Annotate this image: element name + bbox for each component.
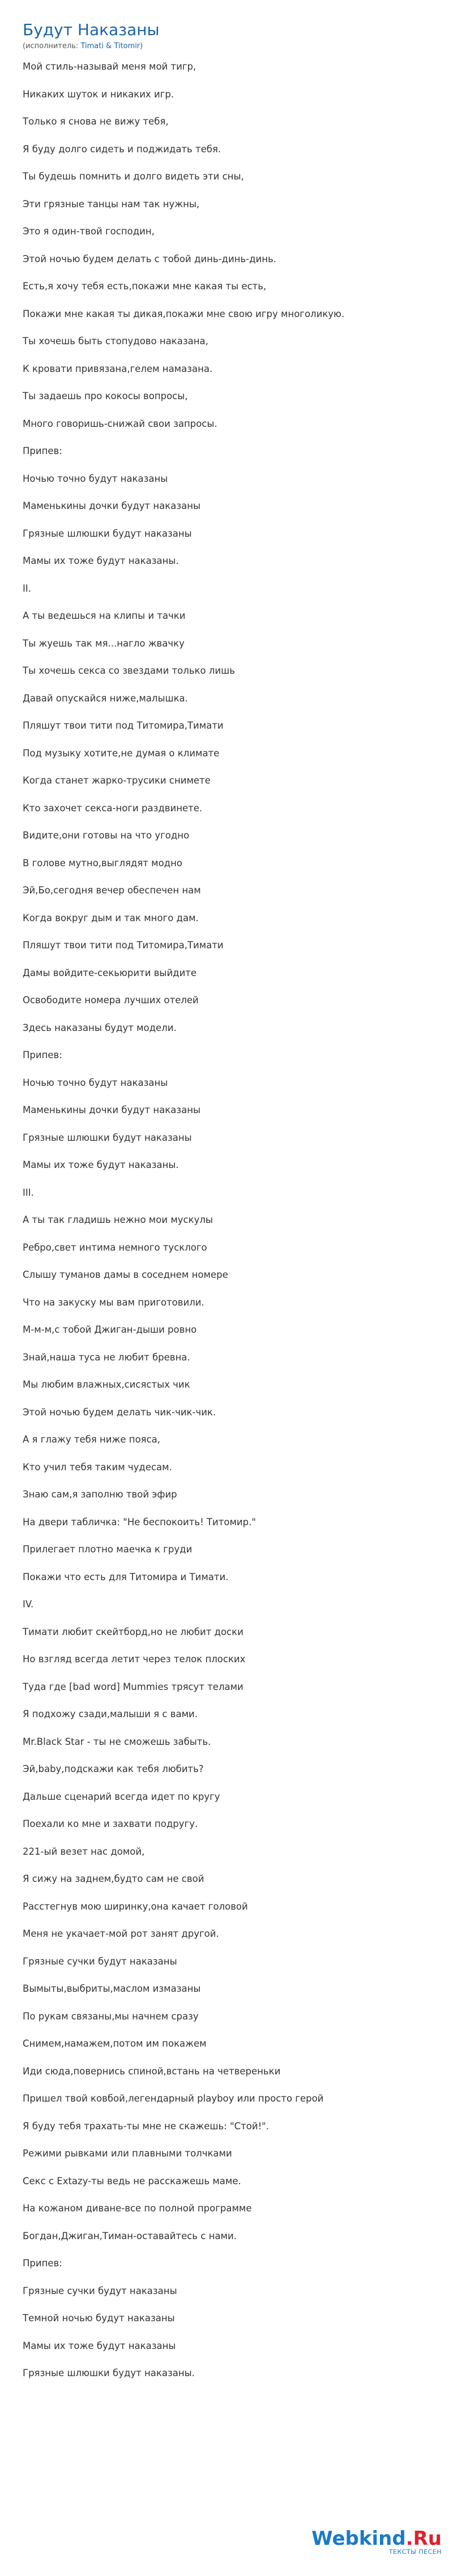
lyric-line: Ты задаешь про кокосы вопросы, <box>23 391 188 401</box>
lyric-line: На двери табличка: "Не беспокоить! Титомир." <box>23 1516 256 1527</box>
lyric-line: Вымыты,выбриты,маслом измазаны <box>23 1983 201 1994</box>
lyric-line: Пляшут твои тити под Титомира,Тимати <box>23 720 224 731</box>
lyric-line: Ночью точно будут наказаны <box>23 1077 168 1088</box>
lyric-line: Дальше сценарий всегда идет по кругу <box>23 1791 220 1802</box>
lyric-line: Ты хочешь быть стопудово наказана, <box>23 336 208 346</box>
lyric-line: Пляшут твои тити под Титомира,Тимати <box>23 940 224 951</box>
lyric-line: Грязные сучки будут наказаны <box>23 2285 177 2296</box>
lyric-line: Покажи что есть для Титомира и Тимати. <box>23 1571 229 1582</box>
lyric-line: Когда станет жарко-трусики снимете <box>23 775 211 786</box>
artist-prefix: (исполнитель: <box>23 42 81 50</box>
lyric-line: Иди сюда,повернись спиной,встань на четвереньки <box>23 2065 281 2077</box>
lyric-line: Знаю сам,я заполню твой эфир <box>23 1489 177 1500</box>
logo-part-web: Web <box>311 2527 359 2550</box>
lyric-line: Поехали ко мне и захвати подругу. <box>23 1818 198 1829</box>
lyric-line: Богдан,Джиган,Тиман-оставайтесь с нами. <box>23 2230 237 2241</box>
lyric-line: Знай,наша туса не любит бревна. <box>23 1351 190 1363</box>
lyric-line: Припев: <box>23 446 62 456</box>
lyric-line: Под музыку хотите,не думая о климате <box>23 747 220 759</box>
webkind-logo[interactable] <box>311 2528 442 2556</box>
lyric-line: Мамы их тоже будут наказаны. <box>23 1159 179 1170</box>
lyric-line: Кто учил тебя таким чудесам. <box>23 1461 172 1473</box>
lyric-line: Припев: <box>23 1050 62 1060</box>
lyric-line: Тимати любит скейтборд,но не любит доски <box>23 1626 243 1637</box>
lyric-line: Эй,baby,подскажи как тебя любить? <box>23 1764 204 1774</box>
lyric-line: Есть,я хочу тебя есть,покажи мне какая ты есть, <box>23 281 267 292</box>
lyric-line: 221-ый везет нас домой, <box>23 1846 145 1857</box>
lyric-line: Припев: <box>23 2258 62 2269</box>
lyric-line: К кровати привязана,гелем намазана. <box>23 363 213 374</box>
lyric-line: Ты хочешь секса со звездами только лишь <box>23 665 235 676</box>
lyric-line: Маменькины дочки будут наказаны <box>23 1105 201 1115</box>
lyric-line: Этой ночью будем делать чик-чик-чик. <box>23 1406 216 1418</box>
lyric-line: Снимем,намажем,потом им покажем <box>23 2038 207 2049</box>
lyric-line: Давай опускайся ниже,малышка. <box>23 692 188 704</box>
lyric-line: Я буду тебя трахать-ты мне не скажешь: "Стой!". <box>23 2120 270 2132</box>
logo-part-ru: .Ru <box>405 2527 442 2550</box>
lyric-line: А я глажу тебя ниже пояса, <box>23 1434 161 1445</box>
lyric-line: Когда вокруг дым и так много дам. <box>23 912 199 923</box>
lyric-line: Освободите номера лучших отелей <box>23 995 199 1005</box>
lyric-line: Видите,они готовы на что угодно <box>23 830 190 841</box>
lyric-line: Ребро,свет интима немного тусклого <box>23 1242 207 1253</box>
artist-link[interactable]: Timati & Titomir <box>80 42 140 50</box>
lyric-line: Режими рывками или плавными толчками <box>23 2148 232 2159</box>
lyric-line: Эй,Бо,сегодня вечер обеспечен нам <box>23 885 201 896</box>
lyric-line: А ты так гладишь нежно мои мускулы <box>23 1214 213 1225</box>
artist-suffix: ) <box>140 42 143 50</box>
lyric-line: Здесь наказаны будут модели. <box>23 1022 177 1033</box>
lyric-line: Ты будешь помнить и долго видеть эти сны, <box>23 171 244 182</box>
lyric-line: Расстегнув мою ширинку,она качает головой <box>23 1901 248 1912</box>
lyric-line: Покажи мне какая ты дикая,покажи мне свою игру многоликую. <box>23 308 345 319</box>
lyric-line: На кожаном диване-все по полной программе <box>23 2203 252 2214</box>
lyric-line: Слышу туманов дамы в соседнем номере <box>23 1269 228 1280</box>
lyric-line: Мой стиль-называй меня мой тигр, <box>23 61 196 72</box>
lyric-line: Кто захочет секса-ноги раздвинете. <box>23 802 203 814</box>
lyric-line: Секс с Extazy-ты ведь не расскажешь маме. <box>23 2175 241 2186</box>
artist-line <box>23 42 143 50</box>
lyric-line: Мамы их тоже будут наказаны. <box>23 555 179 566</box>
lyric-line: Что на закуску мы вам приготовили. <box>23 1296 204 1308</box>
lyric-line: Маменькины дочки будут наказаны <box>23 500 201 511</box>
lyric-line: Грязные шлюшки будут наказаны. <box>23 2368 195 2378</box>
lyric-line: Пришел твой ковбой,легендарный playboy или просто герой <box>23 2093 324 2104</box>
lyric-line: Ты жуешь так мя...нагло жвачку <box>23 637 185 649</box>
song-title: Будут Наказаны <box>23 20 160 39</box>
lyric-line: Эти грязные танцы нам так нужны, <box>23 198 200 209</box>
lyric-line: III. <box>23 1187 34 1198</box>
logo-wordmark <box>311 2528 442 2549</box>
lyric-line: Этой ночью будем делать с тобой динь-динь-динь. <box>23 253 277 264</box>
lyric-line: Никаких шуток и никаких игр. <box>23 88 174 100</box>
lyric-line: Дамы войдите-секьюрити выйдите <box>23 967 197 978</box>
lyric-line: Mr.Black Star - ты не сможешь забыть. <box>23 1736 211 1747</box>
lyric-line: В голове мутно,выглядят модно <box>23 857 182 868</box>
lyric-line: IV. <box>23 1599 34 1610</box>
lyric-line: Туда где [bad word] Mummies трясут телами <box>23 1681 243 1692</box>
lyric-line: Прилегает плотно маечка к груди <box>23 1544 193 1555</box>
lyric-line: Я буду долго сидеть и поджидать тебя. <box>23 143 221 155</box>
lyric-line: Мы любим влажных,сисястых чик <box>23 1379 190 1390</box>
lyric-line: II. <box>23 583 31 594</box>
lyric-line: Я подхожу сзади,малыши я с вами. <box>23 1709 198 1719</box>
lyric-line: Мамы их тоже будут наказаны <box>23 2340 176 2351</box>
lyric-line: Я сижу на заднем,будто сам не свой <box>23 1873 204 1884</box>
lyric-line: По рукам связаны,мы начнем сразу <box>23 2010 199 2022</box>
logo-part-kind: kind <box>358 2527 406 2550</box>
lyric-line: Ночью точно будут наказаны <box>23 473 168 484</box>
lyric-line: Но взгляд всегда летит через телок плоских <box>23 1654 246 1664</box>
lyrics-list <box>23 59 430 2394</box>
lyric-line: Темной ночью будут наказаны <box>23 2313 175 2323</box>
lyric-line: Грязные сучки будут наказаны <box>23 1955 177 1967</box>
logo-tagline: ТЕКСТЫ ПЕСЕН <box>388 2548 442 2556</box>
lyric-line: Это я один-твой господин, <box>23 226 155 237</box>
lyric-line: Грязные шлюшки будут наказаны <box>23 528 192 539</box>
lyric-line: Много говоришь-снижай свои запросы. <box>23 418 217 429</box>
lyric-line: А ты ведешься на клипы и тачки <box>23 610 186 621</box>
lyric-line: М-м-м,с тобой Джиган-дыши ровно <box>23 1324 197 1335</box>
lyric-line: Только я снова не вижу тебя, <box>23 116 169 127</box>
lyric-line: Грязные шлюшки будут наказаны <box>23 1132 192 1143</box>
lyric-line: Меня не укачает-мой рот занят другой. <box>23 1928 219 1939</box>
